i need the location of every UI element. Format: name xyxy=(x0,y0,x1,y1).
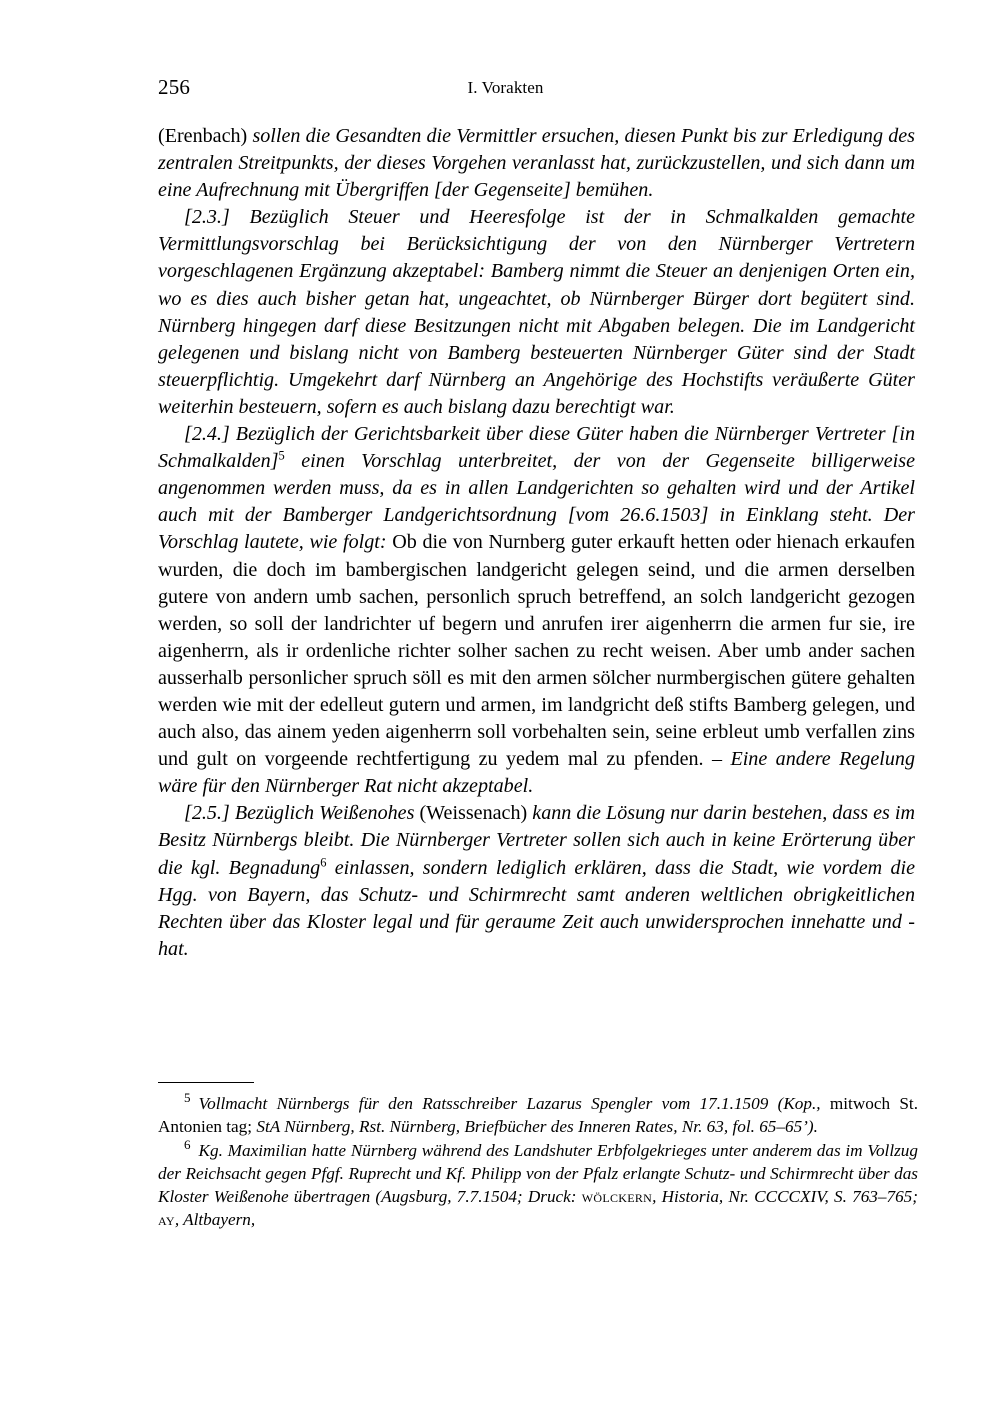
footnote-reference-6[interactable]: 6 xyxy=(320,854,327,869)
body-text xyxy=(158,123,915,963)
text-run-italic: , Altbayern, xyxy=(174,1210,256,1230)
text-run-roman: (Erenbach) xyxy=(158,125,248,147)
footnote-separator-rule xyxy=(158,1082,254,1083)
footnote-list xyxy=(158,1092,918,1232)
para-2-4 xyxy=(158,421,915,800)
page-number: 256 xyxy=(158,75,191,99)
para-2-3 xyxy=(158,204,915,421)
footnote-section xyxy=(158,1082,918,1232)
text-run-italic: Vollmacht Nürnbergs für den Ratsschreiber Lazarus Spengler vom 17.1.1509 (Kop., xyxy=(198,1094,830,1113)
text-run-italic: [2.3.] Bezüglich Steuer und Heeresfolge ist der in Schmalkalden gemachte Vermittlungsvorschlag bei Berücksichtigung der von den Nürnberger Vertretern vorgeschlagenen Ergänzung akzeptabel: Bamberg nimmt die Steuer an denjenigen Orten ein, wo es dies auch bisher getan hat, ungeachtet, ob Nürnberger Bürger dort begütert sind. Nürnberg hingegen darf diese Besitzungen nicht mit Abgaben belegen. Die im Landgericht gelegenen und bislang nicht von Bamberg besteuerten Nürnberger Güter sind der Stadt steuerpflichtig. Umgekehrt darf Nürnberg an Angehörige des Hochstifts veräußerte Güter weiterhin besteuern, sofern es auch bislang dazu berechtigt war. xyxy=(158,206,915,418)
citation-author-name: ay xyxy=(158,1210,175,1230)
text-run-italic: kann die Lösung nur darin bestehen, dass es im Besitz Nürnbergs bleibt. Die Nürnberger Vertreter sollen sich auch in keine Erörterung über die kgl. Begnadung xyxy=(158,802,915,879)
text-run-italic: [2.4.] Bezüglich der Gerichtsbarkeit über diese Güter haben die Nürnberger Vertreter [in Schmalkalden] xyxy=(158,423,915,473)
text-run-italic: StA Nürnberg, Rst. Nürnberg, Briefbücher des Inneren Rates, Nr. 63, fol. 65–65’). xyxy=(252,1117,818,1137)
text-run-roman: Ob die von Nurnberg guter erkauft hetten oder hienach erkaufen wurden, die doch im bambergischen landgericht gelegen seind, und die armen derselben gutere von andern umb sachen, personlich spruch betreffend, an solch landgericht gezogen werden, so soll der landrichter uf begern und anrufen irer aigenherrn die armen fur sie, ire aigenherrn, als ir ordenliche richter solher sachen zu recht weisen. Aber umb ander sachen ausserhalb personlicher spruch söll es mit den armen sölcher nurmbergischen gütere gehalten werden wie mit der edelleut gutern und armen, im landgricht deß stifts Bamberg gelegen, und auch also, das ainem yeden aigenherrn soll vorbehalten sein, seine erbleut umb verfallen zins und gult on vorgeende rechtfertigung zu yedem mal zu pfenden. – xyxy=(158,531,915,771)
text-run-italic: Kg. Maximilian hatte Nürnberg während des Landshuter Erbfolgekrieges unter anderem das im Vollzug der Reichsacht gegen Pfgf. Ruprecht und Kf. Philipp von der Pfalz erlangte Schutz- und Schirmrecht über das Kloster Weißenohe übertragen (Augsburg, 7.7.1504; Druck: xyxy=(158,1140,918,1207)
footnote-5 xyxy=(158,1092,918,1139)
running-head xyxy=(158,74,915,100)
running-title: I. Vorakten xyxy=(467,78,544,97)
para-2-5 xyxy=(158,800,915,963)
footnote-reference-5[interactable]: 5 xyxy=(278,448,285,463)
footnote-number: 5 xyxy=(184,1090,191,1106)
text-run-italic: [2.5.] Bezüglich Weißenohes xyxy=(184,802,420,825)
text-run-italic: Eine andere Regelung wäre für den Nürnberger Rat nicht akzeptabel. xyxy=(158,748,915,798)
text-run-italic: einen Vorschlag unterbreitet, der von der Gegenseite billigerweise angenommen werden muss, da es in allen Landgerichten so gehalten wird und der Artikel auch mit der Bamberger Landgerichtsordnung [vom 26.6.1503] in Einklang steht. Der Vorschlag lautete, wie folgt: xyxy=(158,450,915,554)
para-continued xyxy=(158,123,915,204)
text-run-roman: (Weissenach) xyxy=(419,802,528,825)
text-run-italic: sollen die Gesandten die Vermittler ersuchen, diesen Punkt bis zur Erledigung des zentralen Streitpunkts, der dieses Vorgehen veranlasst hat, zurückzustellen, und sich dann um eine Aufrechnung mit Übergriffen [der Gegenseite] bemühen. xyxy=(158,125,915,202)
text-run-roman: mitwoch St. Antonien tag; xyxy=(158,1094,919,1137)
text-run-italic: , Historia, Nr. CCCCXIV, S. 763–765; xyxy=(652,1187,918,1207)
citation-author-name: wölckern xyxy=(581,1187,653,1207)
text-run-italic: einlassen, sondern lediglich erklären, dass die Stadt, wie vordem die Hgg. von Bayern, das Schutz- und Schirmrecht samt anderen weltlichen obrigkeitlichen Rechten über das Kloster legal und für geraume Zeit auch unwidersprochen innehatte und -hat. xyxy=(158,856,915,960)
footnote-number: 6 xyxy=(184,1136,191,1152)
footnote-6 xyxy=(158,1136,918,1232)
